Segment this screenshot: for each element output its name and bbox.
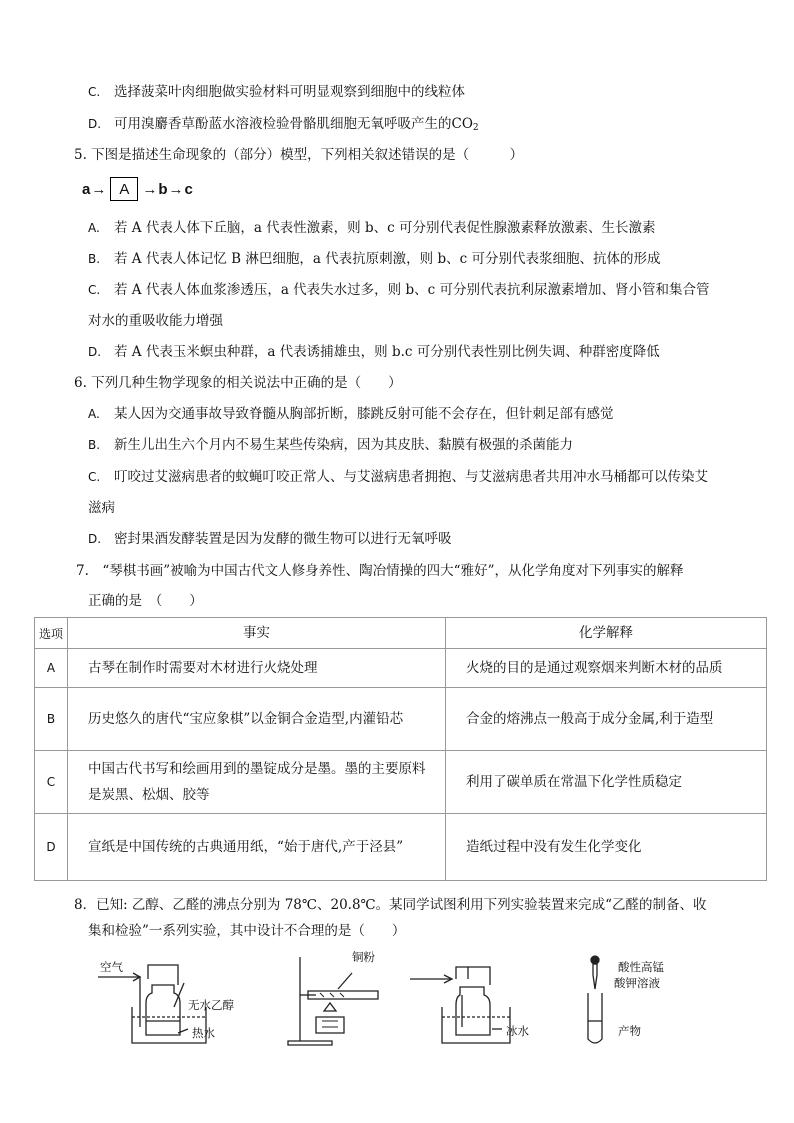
option-label: C. — [88, 283, 101, 297]
q5-stem: 5. 下图是描述生命现象的（部分）模型，下列相关叙述错误的是（ ） — [74, 147, 524, 163]
apparatus-test-tube — [580, 955, 664, 1050]
row-fact: 中国古代书写和绘画用到的墨锭成分是墨。墨的主要原料是炭黑、松烟、胶等 — [68, 751, 446, 814]
option-text: 叮咬过艾滋病患者的蚊蝇叮咬正常人、与艾滋病患者拥抱、与艾滋病患者共用冲水马桶都可以传染艾 — [114, 469, 708, 485]
table-row — [35, 751, 767, 814]
q6-stem: 6. 下列几种生物学现象的相关说法中正确的是（ ） — [74, 375, 402, 391]
q4-option-d — [88, 115, 479, 137]
q8-stem: 8．已知: 乙醇、乙醛的沸点分别为 78℃、20.8℃。某同学试图利用下列实验装置来完成“乙醛的制备、收 — [74, 897, 707, 913]
option-text: 若 A 代表玉米螟虫种群，a 代表诱捕雄虫，则 b.c 可分别代表性别比例失调、种群密度降低 — [114, 344, 660, 360]
option-text: 可用溴麝香草酚蓝水溶液检验骨骼肌细胞无氧呼吸产生的CO — [114, 116, 473, 132]
row-option: D — [35, 814, 68, 881]
q7-stem-cont: 正确的是 （ ） — [88, 593, 203, 609]
arrow-icon: → — [91, 180, 107, 198]
option-label: D. — [88, 345, 102, 359]
model-box-a: A — [110, 177, 138, 201]
table-row — [35, 814, 767, 881]
q5-option-c-cont: 对水的重吸收能力增强 — [88, 313, 223, 329]
q4-option-c — [88, 83, 465, 101]
option-label: B. — [88, 438, 101, 452]
apparatus-ethanol-bottle — [96, 955, 246, 1050]
subscript: 2 — [472, 123, 479, 133]
row-fact: 历史悠久的唐代“宝应象棋”以金铜合金造型,内灌铅芯 — [68, 688, 446, 751]
label-copper: 铜粉 — [352, 950, 375, 964]
option-text: 若 A 代表人体记忆 B 淋巴细胞，a 代表抗原刺激，则 b、c 可分别代表浆细胞、抗体的形成 — [114, 251, 661, 267]
option-text: 新生儿出生六个月内不易生某些传染病，因为其皮肤、黏膜有极强的杀菌能力 — [114, 437, 573, 453]
option-text: 若 A 代表人体血浆渗透压，a 代表失水过多，则 b、c 可分别代表抗利尿激素增加、肾小管和集合管 — [114, 282, 710, 298]
label-ethanol: 无水乙醇 — [188, 998, 234, 1012]
q7-table — [34, 617, 767, 881]
table-row — [35, 649, 767, 688]
label-kmno4-line1: 酸性高锰 — [618, 960, 664, 974]
row-explanation: 合金的熔沸点一般高于成分金属,利于造型 — [446, 688, 767, 751]
row-explanation: 造纸过程中没有发生化学变化 — [446, 814, 767, 881]
model-b: b — [158, 180, 168, 198]
q5-option-b — [88, 250, 660, 268]
q8-stem-cont: 集和检验”一系列实验，其中设计不合理的是（ ） — [88, 923, 406, 939]
option-label: A. — [88, 221, 100, 235]
option-label: D. — [88, 117, 102, 131]
option-text: 若 A 代表人体下丘脑，a 代表性激素，则 b、c 可分别代表促性腺激素释放激素、生长激素 — [114, 220, 656, 236]
q5-option-a — [88, 219, 655, 237]
q6-option-c-cont: 滋病 — [88, 500, 115, 516]
row-fact: 古琴在制作时需要对木材进行火烧处理 — [68, 649, 446, 688]
option-label: A. — [88, 407, 100, 421]
header-option: 选项 — [35, 618, 68, 649]
model-a: a — [82, 180, 91, 198]
q5-option-c — [88, 281, 709, 299]
q5-option-d — [88, 343, 660, 361]
option-label: C. — [88, 470, 101, 484]
q6-option-b — [88, 436, 573, 454]
option-label: C. — [88, 85, 101, 99]
q7-stem: 7. “琴棋书画”被喻为中国古代文人修身养性、陶冶情操的四大“雅好”，从化学角度对下列事实的解释 — [76, 563, 684, 579]
option-text: 密封果酒发酵装置是因为发酵的微生物可以进行无氧呼吸 — [114, 531, 452, 547]
row-option: B — [35, 688, 68, 751]
row-fact: 宣纸是中国传统的古典通用纸，“始于唐代,产于泾县” — [68, 814, 446, 881]
test-tube-icon — [580, 955, 610, 1050]
apparatus-copper-tube — [286, 950, 386, 1050]
header-explanation: 化学解释 — [446, 618, 767, 649]
apparatus-ice-bottle — [406, 955, 529, 1050]
row-option: A — [35, 649, 68, 688]
table-header-row — [35, 618, 767, 649]
q6-option-d — [88, 530, 452, 548]
option-text: 某人因为交通事故导致脊髓从胸部折断，膝跳反射可能不会存在，但针刺足部有感觉 — [114, 406, 614, 422]
row-explanation: 火烧的目的是通过观察烟来判断木材的品质 — [446, 649, 767, 688]
iron-stand-icon — [286, 955, 386, 1050]
q6-option-a — [88, 405, 614, 423]
q5-model — [82, 176, 193, 202]
label-kmno4-line2: 酸钾溶液 — [614, 976, 660, 990]
label-product: 产物 — [618, 1024, 641, 1038]
wash-bottle-icon — [406, 955, 516, 1050]
arrow-icon: → — [142, 180, 158, 198]
option-label: D. — [88, 532, 102, 546]
option-text: 选择菠菜叶肉细胞做实验材料可明显观察到细胞中的线粒体 — [114, 84, 465, 100]
header-fact: 事实 — [68, 618, 446, 649]
row-option: C — [35, 751, 68, 814]
label-ice-water: 冰水 — [506, 1024, 529, 1038]
q6-option-c — [88, 468, 708, 486]
table-row — [35, 688, 767, 751]
label-hot-water: 热水 — [192, 1026, 215, 1040]
arrow-icon: → — [168, 180, 184, 198]
model-c: c — [184, 180, 193, 198]
row-explanation: 利用了碳单质在常温下化学性质稳定 — [446, 751, 767, 814]
option-label: B. — [88, 252, 101, 266]
label-air: 空气 — [100, 960, 123, 974]
